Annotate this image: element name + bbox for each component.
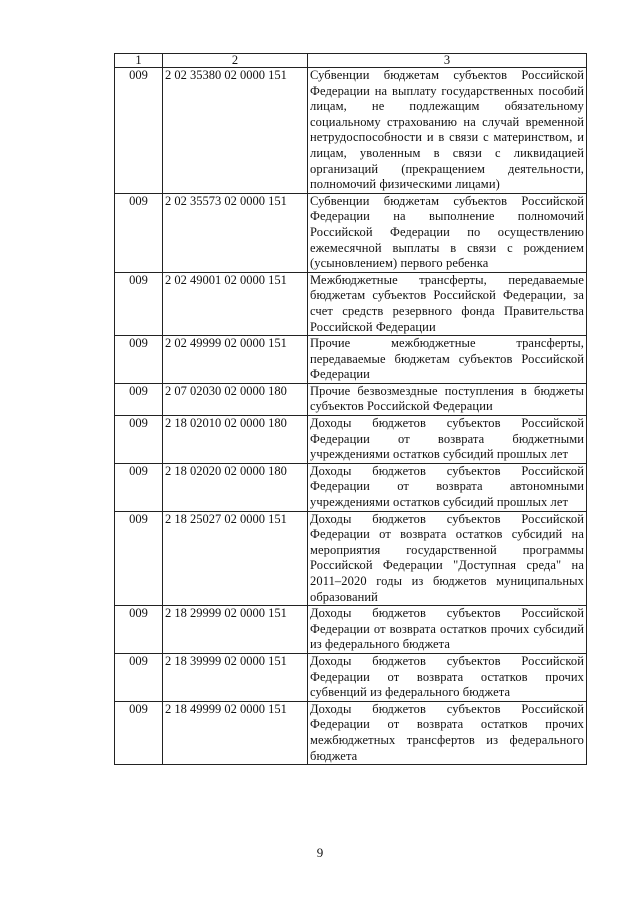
column-header: 2 [163, 54, 308, 68]
revenue-name-cell: Субвенции бюджетам субъектов Российской Федерации на выплату государственных пособий лицам, не подлежащим обязательному социальному страхованию на случай временной нетрудоспособности и в связи с материнством, и лицам, уволенным в связи с ликвидацией организаций (прекращением деятельности, полномочий физическими лицами) [308, 68, 587, 194]
table-row [115, 383, 587, 415]
revenue-name-cell: Межбюджетные трансферты, передаваемые бюджетам субъектов Российской Федерации, за счет средств резервного фонда Правительства Российской Федерации [308, 272, 587, 335]
revenue-code-cell: 2 18 25027 02 0000 151 [163, 511, 308, 606]
revenue-code-cell: 2 02 35573 02 0000 151 [163, 193, 308, 272]
admin-code-cell: 009 [115, 193, 163, 272]
table-row [115, 416, 587, 464]
revenue-code-cell: 2 02 35380 02 0000 151 [163, 68, 308, 194]
revenue-code-cell: 2 18 02010 02 0000 180 [163, 416, 308, 464]
revenue-code-cell: 2 02 49999 02 0000 151 [163, 336, 308, 384]
revenue-name-cell: Доходы бюджетов субъектов Российской Федерации от возврата остатков прочих межбюджетных трансфертов из федерального бюджета [308, 701, 587, 764]
admin-code-cell: 009 [115, 272, 163, 335]
table-row [115, 68, 587, 194]
table-row [115, 463, 587, 511]
revenue-code-cell: 2 18 49999 02 0000 151 [163, 701, 308, 764]
revenue-name-cell: Доходы бюджетов субъектов Российской Федерации от возврата бюджетными учреждениями остатков субсидий прошлых лет [308, 416, 587, 464]
table-row [115, 511, 587, 606]
table-row [115, 193, 587, 272]
table-row [115, 272, 587, 335]
admin-code-cell: 009 [115, 463, 163, 511]
revenue-code-cell: 2 18 29999 02 0000 151 [163, 606, 308, 654]
admin-code-cell: 009 [115, 383, 163, 415]
revenue-name-cell: Прочие безвозмездные поступления в бюджеты субъектов Российской Федерации [308, 383, 587, 415]
revenue-code-cell: 2 07 02030 02 0000 180 [163, 383, 308, 415]
table-header-row [115, 54, 587, 68]
revenue-name-cell: Субвенции бюджетам субъектов Российской Федерации на выполнение полномочий Российской Федерации по осуществлению ежемесячной выплаты в связи с рождением (усыновлением) первого ребенка [308, 193, 587, 272]
revenue-code-cell: 2 18 39999 02 0000 151 [163, 653, 308, 701]
table-row [115, 606, 587, 654]
admin-code-cell: 009 [115, 68, 163, 194]
table-row [115, 653, 587, 701]
admin-code-cell: 009 [115, 653, 163, 701]
admin-code-cell: 009 [115, 416, 163, 464]
revenue-code-cell: 2 02 49001 02 0000 151 [163, 272, 308, 335]
admin-code-cell: 009 [115, 511, 163, 606]
column-header: 3 [308, 54, 587, 68]
revenue-name-cell: Доходы бюджетов субъектов Российской Федерации от возврата остатков прочих субсидий из федерального бюджета [308, 606, 587, 654]
table-row [115, 701, 587, 764]
revenue-codes-table [114, 53, 587, 765]
table-row [115, 336, 587, 384]
revenue-code-cell: 2 18 02020 02 0000 180 [163, 463, 308, 511]
revenue-name-cell: Доходы бюджетов субъектов Российской Федерации от возврата остатков прочих субвенций из федерального бюджета [308, 653, 587, 701]
admin-code-cell: 009 [115, 606, 163, 654]
revenue-name-cell: Доходы бюджетов субъектов Российской Федерации от возврата остатков субсидий на мероприятия государственной программы Российской Федерации "Доступная среда" на 2011–2020 годы из бюджетов муниципальных образований [308, 511, 587, 606]
admin-code-cell: 009 [115, 701, 163, 764]
column-header: 1 [115, 54, 163, 68]
revenue-name-cell: Прочие межбюджетные трансферты, передаваемые бюджетам субъектов Российской Федерации [308, 336, 587, 384]
page-number: 9 [316, 845, 324, 860]
admin-code-cell: 009 [115, 336, 163, 384]
revenue-name-cell: Доходы бюджетов субъектов Российской Федерации от возврата автономными учреждениями остатков субсидий прошлых лет [308, 463, 587, 511]
